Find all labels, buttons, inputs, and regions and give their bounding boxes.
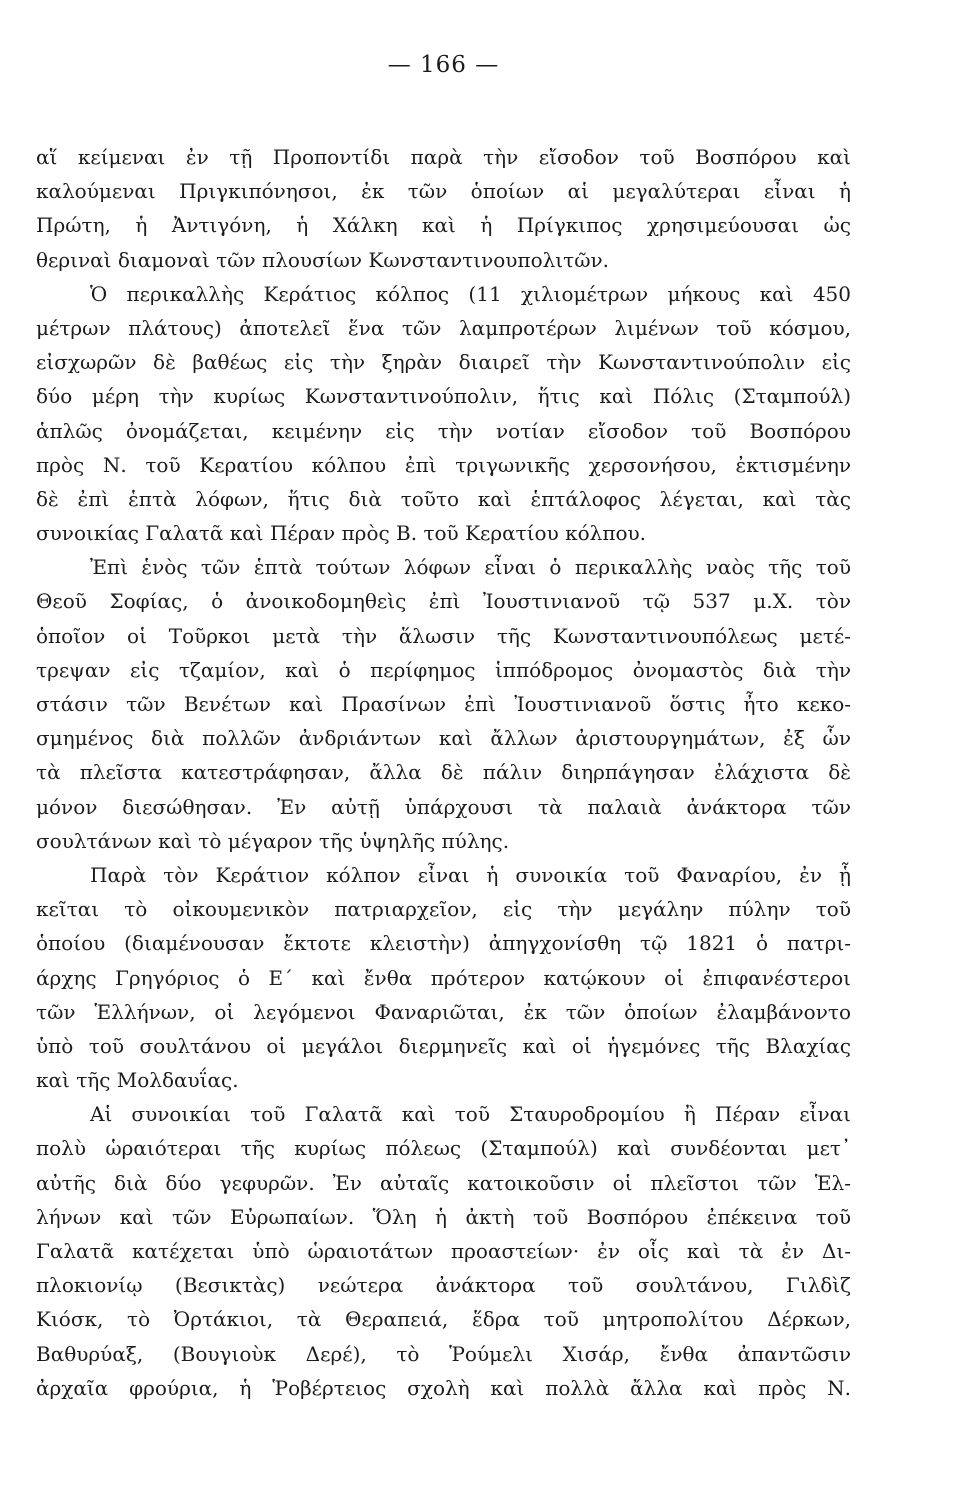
- text-line: Γαλατᾶ κατέχεται ὑπὸ ὡραιοτάτων προαστείων· ἐν οἷς καὶ τὰ ἐν Δι-: [36, 1239, 851, 1263]
- text-line: αἵ κείμεναι ἐν τῇ Προποντίδι παρὰ τὴν εἴσοδον τοῦ Βοσπόρου καὶ: [36, 145, 851, 169]
- text-line: δὲ ἐπὶ ἑπτὰ λόφων, ἥτις διὰ τοῦτο καὶ ἑπτάλοφος λέγεται, καὶ τὰς: [36, 486, 851, 511]
- text-line: ὑπὸ τοῦ σουλτάνου οἱ μεγάλοι διερμηνεῖς καὶ οἱ ἡγεμόνες τῆς Βλαχίας: [36, 1033, 851, 1058]
- page-number: — 166 —: [387, 52, 500, 78]
- text-line: θεριναὶ διαμοναὶ τῶν πλουσίων Κωνσταντινουπολιτῶν.: [36, 247, 610, 272]
- text-line: αὐτῆς διὰ δύο γεφυρῶν. Ἐν αὐταῖς κατοικοῦσιν οἱ πλεῖστοι τῶν Ἑλ-: [36, 1170, 851, 1195]
- text-line: πολὺ ὡραιότεραι τῆς κυρίως πόλεως (Σταμπούλ) καὶ συνδέονται μετ᾽: [36, 1136, 851, 1161]
- text-line: μόνον διεσώθησαν. Ἐν αὐτῇ ὑπάρχουσι τὰ παλαιὰ ἀνάκτορα τῶν: [36, 794, 851, 819]
- text-line: τρεψαν εἰς τζαμίον, καὶ ὁ περίφημος ἱππόδρομος ὀνομαστὸς διὰ τὴν: [36, 657, 851, 682]
- text-line: τῶν Ἑλλήνων, οἱ λεγόμενοι Φαναριῶται, ἐκ τῶν ὁποίων ἐλαμβάνοντο: [36, 999, 851, 1024]
- text-line: συνοικίας Γαλατᾶ καὶ Πέραν πρὸς Β. τοῦ Κερατίου κόλπου.: [36, 521, 647, 546]
- text-line: πλοκιονίῳ (Βεσικτὰς) νεώτερα ἀνάκτορα τοῦ σουλτάνου, Γιλδὶζ: [36, 1273, 851, 1298]
- text-line: σουλτάνων καὶ τὸ μέγαρον τῆς ὑψηλῆς πύλης.: [36, 828, 510, 853]
- text-line: σμημένος διὰ πολλῶν ἀνδριάντων καὶ ἄλλων ἀριστουργημάτων, ἐξ ὧν: [36, 726, 851, 751]
- text-line: δύο μέρη τὴν κυρίως Κωνσταντινούπολιν, ἥτις καὶ Πόλις (Σταμπούλ): [36, 384, 851, 409]
- text-line: λήνων καὶ τῶν Εὐρωπαίων. Ὅλη ἡ ἀκτὴ τοῦ Βοσπόρου ἐπέκεινα τοῦ: [36, 1204, 851, 1229]
- text-line: τὰ πλεῖστα κατεστράφησαν, ἄλλα δὲ πάλιν διηρπάγησαν ἐλάχιστα δὲ: [36, 760, 851, 785]
- text-line: Ἐπὶ ἑνὸς τῶν ἑπτὰ τούτων λόφων εἶναι ὁ περικαλλὴς ναὸς τῆς τοῦ: [90, 555, 851, 580]
- text-line: Ὁ περικαλλὴς Κεράτιος κόλπος (11 χιλιομέτρων μήκους καὶ 450: [90, 281, 851, 306]
- text-line: Θεοῦ Σοφίας, ὁ ἀνοικοδομηθεὶς ἐπὶ Ἰουστινιανοῦ τῷ 537 μ.Χ. τὸν: [36, 589, 851, 614]
- text-line: Κιόσκ, τὸ Ὀρτάκιοι, τὰ Θεραπειά, ἕδρα τοῦ μητροπολίτου Δέρκων,: [36, 1307, 851, 1332]
- text-line: ἀρχαῖα φρούρια, ἡ Ῥοβέρτειος σχολὴ καὶ πολλὰ ἄλλα καὶ πρὸς Ν.: [36, 1375, 851, 1400]
- text-line: στάσιν τῶν Βενέτων καὶ Πρασίνων ἐπὶ Ἰουστινιανοῦ ὅστις ἦτο κεκο-: [36, 692, 851, 716]
- text-line: κεῖται τὸ οἰκουμενικὸν πατριαρχεῖον, εἰς τὴν μεγάλην πύλην τοῦ: [36, 897, 851, 922]
- text-line: καλούμεναι Πριγκιπόνησοι, ἐκ τῶν ὁποίων αἱ μεγαλύτεραι εἶναι ἡ: [36, 179, 851, 204]
- text-line: εἰσχωρῶν δὲ βαθέως εἰς τὴν ξηρὰν διαιρεῖ τὴν Κωνσταντινούπολιν εἰς: [36, 350, 851, 375]
- text-line: ἁπλῶς ὀνομάζεται, κειμένην εἰς τὴν νοτίαν εἴσοδον τοῦ Βοσπόρου: [36, 418, 851, 443]
- body-text: [36, 140, 851, 1405]
- text-line: Αἱ συνοικίαι τοῦ Γαλατᾶ καὶ τοῦ Σταυροδρομίου ἢ Πέραν εἶναι: [90, 1102, 851, 1127]
- text-line: άρχης Γρηγόριος ὁ Ε΄ καὶ ἔνθα πρότερον κατῴκουν οἱ ἐπιφανέστεροι: [36, 965, 851, 990]
- text-line: Παρὰ τὸν Κεράτιον κόλπον εἶναι ἡ συνοικία τοῦ Φαναρίου, ἐν ᾗ: [90, 862, 851, 887]
- book-page: [36, 48, 851, 1405]
- text-line: Πρώτη, ἡ Ἀντιγόνη, ἡ Χάλκη καὶ ἡ Πρίγκιπος χρησιμεύουσαι ὡς: [36, 213, 851, 238]
- text-line: Βαθυρύαξ, (Βουγιοὺκ Δερέ), τὸ Ῥούμελι Χισάρ, ἔνθα ἀπαντῶσιν: [36, 1341, 851, 1366]
- text-line: καὶ τῆς Μολδαυΐας.: [36, 1068, 239, 1093]
- text-line: μέτρων πλάτους) ἀποτελεῖ ἕνα τῶν λαμπροτέρων λιμένων τοῦ κόσμου,: [36, 315, 851, 340]
- text-line: ὁποίου (διαμένουσαν ἔκτοτε κλειστὴν) ἀπηγχονίσθη τῷ 1821 ὁ πατρι-: [36, 931, 851, 956]
- text-line: ὁποῖον οἱ Τοῦρκοι μετὰ τὴν ἅλωσιν τῆς Κωνσταντινουπόλεως μετέ-: [36, 623, 851, 648]
- text-line: πρὸς Ν. τοῦ Κερατίου κόλπου ἐπὶ τριγωνικῆς χερσονήσου, ἐκτισμένην: [36, 452, 851, 477]
